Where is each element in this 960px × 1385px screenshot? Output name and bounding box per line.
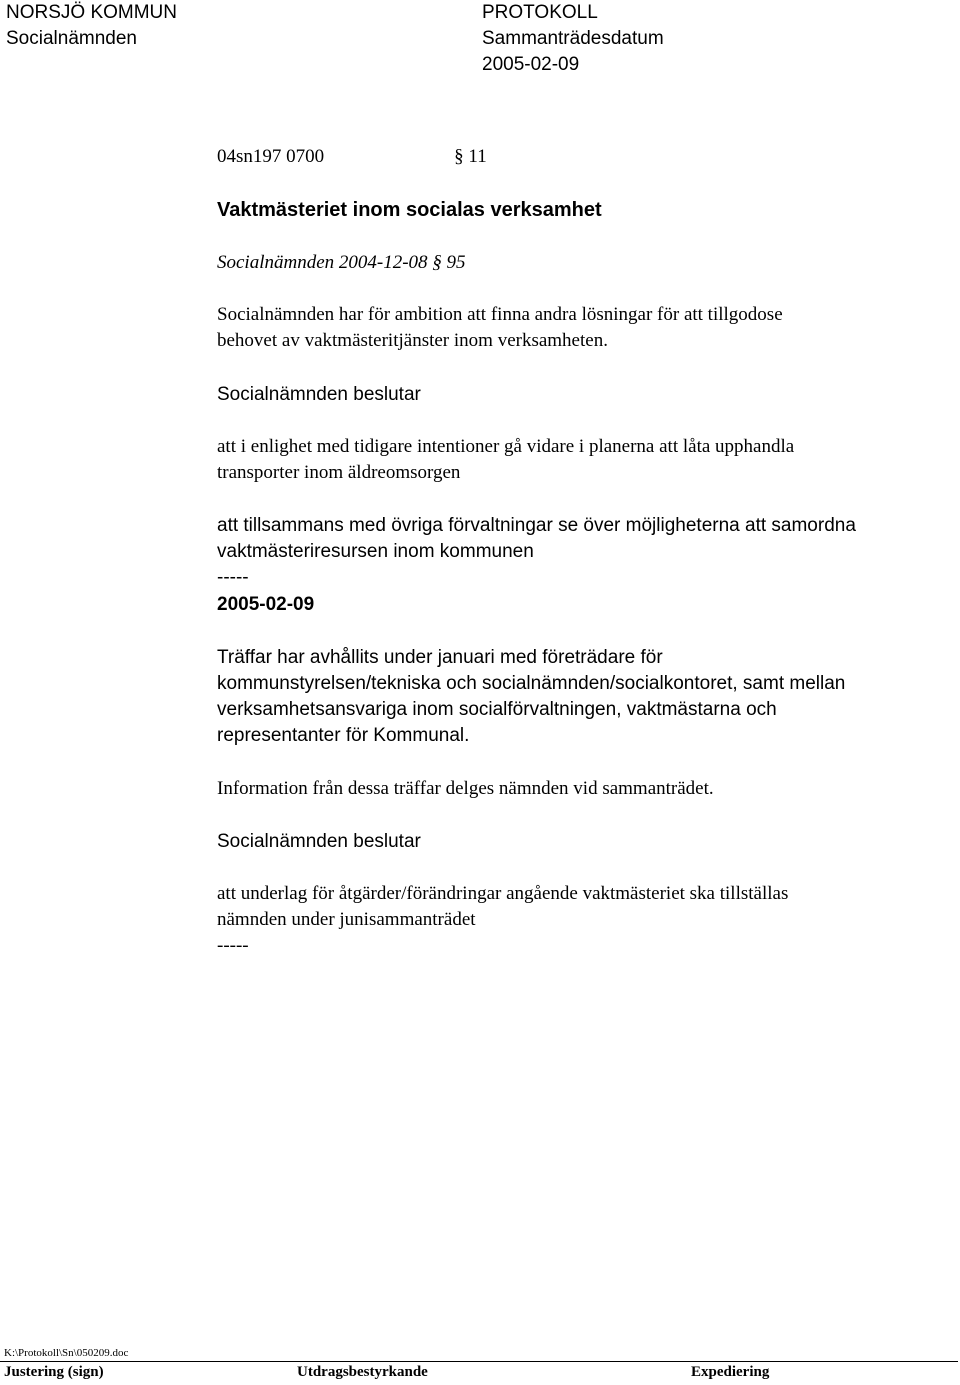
date-label: Sammanträdesdatum (482, 28, 664, 49)
decision1-item1-line2: transporter inom äldreomsorgen (217, 462, 461, 483)
decision-heading-2: Socialnämnden beslutar (217, 831, 421, 852)
update-line-2: kommunstyrelsen/tekniska och socialnämnden/socialkontoret, samt mellan (217, 673, 846, 694)
decision-heading-1: Socialnämnden beslutar (217, 384, 421, 405)
separator-2: ----- (217, 935, 249, 956)
decision2-line2: nämnden under junisammanträdet (217, 909, 476, 930)
update-line-4: representanter för Kommunal. (217, 725, 470, 746)
meeting-date: 2005-02-09 (482, 54, 580, 75)
doc-type: PROTOKOLL (482, 2, 598, 23)
file-path: K:\Protokoll\Sn\050209.doc (4, 1347, 129, 1359)
prior-reference: Socialnämnden 2004-12-08 § 95 (217, 252, 466, 273)
header-left (6, 0, 177, 52)
info-line: Information från dessa träffar delges nämnden vid sammanträdet. (217, 778, 714, 799)
case-title: Vaktmästeriet inom socialas verksamhet (217, 199, 602, 221)
justering-label: Justering (sign) (4, 1364, 104, 1380)
separator-1: ----- (217, 567, 249, 588)
update-line-3: verksamhetsansvariga inom socialförvaltningen, vaktmästarna och (217, 699, 777, 720)
decision1-item2-line2: vaktmästeriresursen inom kommunen (217, 541, 534, 562)
update-line-1: Träffar har avhållits under januari med företrädare för (217, 647, 663, 668)
decision1-item1-line1: att i enlighet med tidigare intentioner gå vidare i planerna att låta upphandla (217, 436, 795, 457)
update-date: 2005-02-09 (217, 594, 315, 615)
paragraph-number: § 11 (454, 146, 487, 167)
decision2-line1: att underlag för åtgärder/förändringar angående vaktmästeriet ska tillställas (217, 883, 789, 904)
case-ref: 04sn197 0700 (217, 146, 325, 167)
org-name: NORSJÖ KOMMUN (6, 2, 177, 23)
header-right (482, 0, 664, 78)
decision1-item2-line1: att tillsammans med övriga förvaltningar se över möjligheterna att samordna (217, 515, 856, 536)
utdragsbestyrkande-label: Utdragsbestyrkande (297, 1364, 428, 1380)
expediering-label: Expediering (691, 1364, 770, 1380)
intro-line-1: Socialnämnden har för ambition att finna andra lösningar för att tillgodose (217, 304, 783, 325)
case-reference (217, 144, 487, 170)
committee-name: Socialnämnden (6, 28, 137, 49)
intro-line-2: behovet av vaktmästeritjänster inom verksamheten. (217, 330, 608, 351)
footer-divider (0, 1361, 958, 1362)
